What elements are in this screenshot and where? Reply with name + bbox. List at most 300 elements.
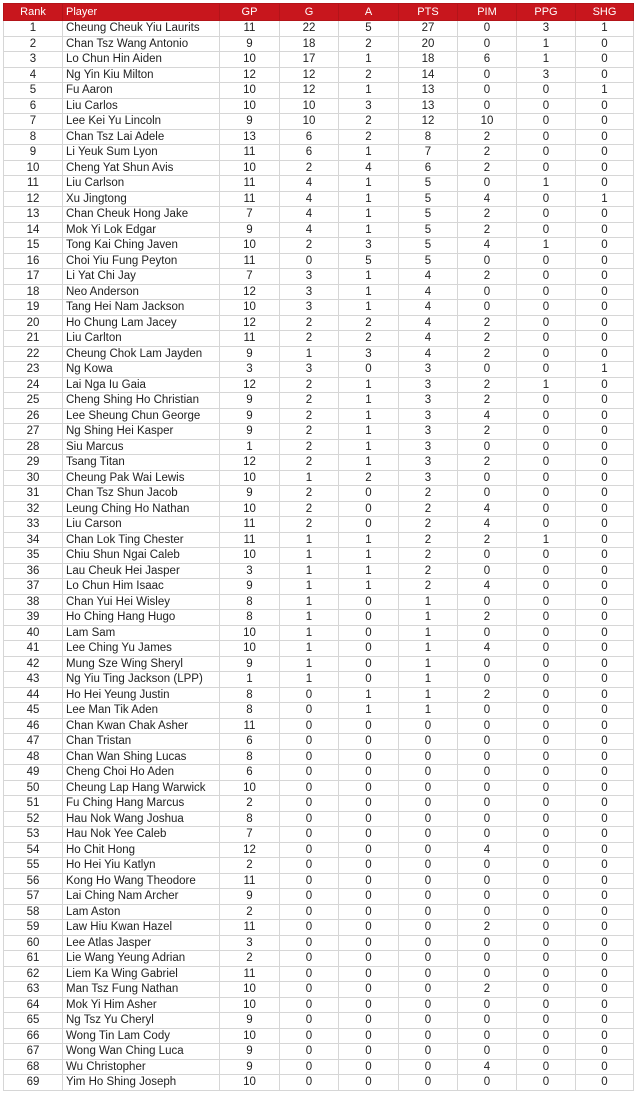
player-name-cell: Lai Ching Nam Archer bbox=[63, 889, 220, 905]
a-cell: 0 bbox=[339, 486, 399, 502]
a-cell: 0 bbox=[339, 966, 399, 982]
g-cell: 4 bbox=[280, 191, 339, 207]
gp-cell: 6 bbox=[220, 734, 280, 750]
pim-cell: 0 bbox=[458, 1028, 517, 1044]
rank-cell: 43 bbox=[4, 672, 63, 688]
pts-cell: 0 bbox=[399, 749, 458, 765]
rank-cell: 58 bbox=[4, 904, 63, 920]
rank-cell: 49 bbox=[4, 765, 63, 781]
rank-cell: 61 bbox=[4, 951, 63, 967]
rank-cell: 40 bbox=[4, 625, 63, 641]
g-cell: 2 bbox=[280, 424, 339, 440]
pts-cell: 1 bbox=[399, 656, 458, 672]
shg-cell: 0 bbox=[576, 315, 634, 331]
pim-cell: 2 bbox=[458, 532, 517, 548]
gp-cell: 7 bbox=[220, 269, 280, 285]
g-cell: 2 bbox=[280, 486, 339, 502]
pts-cell: 0 bbox=[399, 997, 458, 1013]
shg-cell: 0 bbox=[576, 408, 634, 424]
player-name-cell: Chiu Shun Ngai Caleb bbox=[63, 548, 220, 564]
shg-cell: 0 bbox=[576, 687, 634, 703]
shg-cell: 0 bbox=[576, 935, 634, 951]
gp-cell: 9 bbox=[220, 1013, 280, 1029]
gp-cell: 10 bbox=[220, 300, 280, 316]
a-cell: 1 bbox=[339, 579, 399, 595]
gp-cell: 11 bbox=[220, 532, 280, 548]
shg-cell: 0 bbox=[576, 129, 634, 145]
ppg-cell: 0 bbox=[517, 1075, 576, 1091]
header-player[interactable]: Player bbox=[63, 4, 220, 21]
player-name-cell: Cheng Shing Ho Christian bbox=[63, 393, 220, 409]
pim-cell: 0 bbox=[458, 98, 517, 114]
a-cell: 0 bbox=[339, 873, 399, 889]
a-cell: 0 bbox=[339, 858, 399, 874]
ppg-cell: 0 bbox=[517, 486, 576, 502]
pim-cell: 0 bbox=[458, 780, 517, 796]
ppg-cell: 3 bbox=[517, 67, 576, 83]
gp-cell: 10 bbox=[220, 160, 280, 176]
pim-cell: 0 bbox=[458, 672, 517, 688]
table-row bbox=[4, 455, 634, 471]
shg-cell: 0 bbox=[576, 300, 634, 316]
rank-cell: 29 bbox=[4, 455, 63, 471]
player-name-cell: Chan Wan Shing Lucas bbox=[63, 749, 220, 765]
a-cell: 0 bbox=[339, 904, 399, 920]
pim-cell: 2 bbox=[458, 129, 517, 145]
shg-cell: 0 bbox=[576, 718, 634, 734]
ppg-cell: 0 bbox=[517, 1059, 576, 1075]
shg-cell: 0 bbox=[576, 1028, 634, 1044]
player-name-cell: Lo Chun Him Isaac bbox=[63, 579, 220, 595]
table-header bbox=[4, 4, 634, 21]
g-cell: 2 bbox=[280, 408, 339, 424]
pts-cell: 0 bbox=[399, 718, 458, 734]
pim-cell: 0 bbox=[458, 253, 517, 269]
table-row bbox=[4, 83, 634, 99]
g-cell: 3 bbox=[280, 269, 339, 285]
shg-cell: 0 bbox=[576, 594, 634, 610]
a-cell: 1 bbox=[339, 83, 399, 99]
g-cell: 1 bbox=[280, 594, 339, 610]
pim-cell: 0 bbox=[458, 486, 517, 502]
pim-cell: 0 bbox=[458, 1044, 517, 1060]
player-name-cell: Lee Kei Yu Lincoln bbox=[63, 114, 220, 130]
pts-cell: 0 bbox=[399, 873, 458, 889]
shg-cell: 0 bbox=[576, 238, 634, 254]
rank-cell: 55 bbox=[4, 858, 63, 874]
a-cell: 1 bbox=[339, 145, 399, 161]
rank-cell: 65 bbox=[4, 1013, 63, 1029]
table-row bbox=[4, 858, 634, 874]
player-name-cell: Wu Christopher bbox=[63, 1059, 220, 1075]
a-cell: 1 bbox=[339, 269, 399, 285]
pim-cell: 4 bbox=[458, 842, 517, 858]
gp-cell: 8 bbox=[220, 594, 280, 610]
pts-cell: 1 bbox=[399, 625, 458, 641]
pts-cell: 3 bbox=[399, 362, 458, 378]
shg-cell: 0 bbox=[576, 1044, 634, 1060]
pim-cell: 0 bbox=[458, 594, 517, 610]
table-row bbox=[4, 517, 634, 533]
gp-cell: 10 bbox=[220, 470, 280, 486]
gp-cell: 3 bbox=[220, 563, 280, 579]
rank-cell: 53 bbox=[4, 827, 63, 843]
pts-cell: 0 bbox=[399, 1028, 458, 1044]
pim-cell: 0 bbox=[458, 362, 517, 378]
header-ppg[interactable]: PPG bbox=[517, 4, 576, 21]
shg-cell: 0 bbox=[576, 114, 634, 130]
gp-cell: 10 bbox=[220, 1028, 280, 1044]
rank-cell: 39 bbox=[4, 610, 63, 626]
a-cell: 2 bbox=[339, 315, 399, 331]
shg-cell: 0 bbox=[576, 734, 634, 750]
a-cell: 1 bbox=[339, 424, 399, 440]
a-cell: 0 bbox=[339, 625, 399, 641]
pts-cell: 2 bbox=[399, 548, 458, 564]
gp-cell: 11 bbox=[220, 21, 280, 37]
g-cell: 2 bbox=[280, 439, 339, 455]
table-row bbox=[4, 470, 634, 486]
player-name-cell: Lie Wang Yeung Adrian bbox=[63, 951, 220, 967]
gp-cell: 11 bbox=[220, 253, 280, 269]
shg-cell: 0 bbox=[576, 765, 634, 781]
a-cell: 1 bbox=[339, 377, 399, 393]
ppg-cell: 0 bbox=[517, 393, 576, 409]
pts-cell: 12 bbox=[399, 114, 458, 130]
g-cell: 3 bbox=[280, 284, 339, 300]
g-cell: 0 bbox=[280, 982, 339, 998]
shg-cell: 0 bbox=[576, 377, 634, 393]
g-cell: 1 bbox=[280, 548, 339, 564]
shg-cell: 0 bbox=[576, 579, 634, 595]
pim-cell: 0 bbox=[458, 439, 517, 455]
gp-cell: 8 bbox=[220, 749, 280, 765]
ppg-cell: 0 bbox=[517, 160, 576, 176]
gp-cell: 12 bbox=[220, 377, 280, 393]
a-cell: 0 bbox=[339, 362, 399, 378]
ppg-cell: 0 bbox=[517, 439, 576, 455]
pim-cell: 0 bbox=[458, 811, 517, 827]
pts-cell: 0 bbox=[399, 811, 458, 827]
shg-cell: 0 bbox=[576, 563, 634, 579]
pts-cell: 8 bbox=[399, 129, 458, 145]
header-g[interactable]: G bbox=[280, 4, 339, 21]
pts-cell: 2 bbox=[399, 486, 458, 502]
ppg-cell: 0 bbox=[517, 207, 576, 223]
a-cell: 0 bbox=[339, 594, 399, 610]
pts-cell: 0 bbox=[399, 935, 458, 951]
g-cell: 6 bbox=[280, 129, 339, 145]
gp-cell: 1 bbox=[220, 672, 280, 688]
g-cell: 2 bbox=[280, 315, 339, 331]
pim-cell: 0 bbox=[458, 548, 517, 564]
a-cell: 0 bbox=[339, 982, 399, 998]
player-name-cell: Ng Kowa bbox=[63, 362, 220, 378]
shg-cell: 0 bbox=[576, 253, 634, 269]
a-cell: 0 bbox=[339, 718, 399, 734]
ppg-cell: 1 bbox=[517, 532, 576, 548]
a-cell: 1 bbox=[339, 393, 399, 409]
rank-cell: 30 bbox=[4, 470, 63, 486]
a-cell: 2 bbox=[339, 470, 399, 486]
header-shg[interactable]: SHG bbox=[576, 4, 634, 21]
rank-cell: 52 bbox=[4, 811, 63, 827]
rank-cell: 60 bbox=[4, 935, 63, 951]
table-row bbox=[4, 532, 634, 548]
gp-cell: 12 bbox=[220, 842, 280, 858]
gp-cell: 11 bbox=[220, 145, 280, 161]
table-row bbox=[4, 176, 634, 192]
a-cell: 0 bbox=[339, 796, 399, 812]
ppg-cell: 0 bbox=[517, 935, 576, 951]
shg-cell: 0 bbox=[576, 703, 634, 719]
ppg-cell: 0 bbox=[517, 222, 576, 238]
rank-cell: 66 bbox=[4, 1028, 63, 1044]
pim-cell: 2 bbox=[458, 920, 517, 936]
rank-cell: 5 bbox=[4, 83, 63, 99]
a-cell: 1 bbox=[339, 52, 399, 68]
player-name-cell: Cheung Lap Hang Warwick bbox=[63, 780, 220, 796]
table-row bbox=[4, 486, 634, 502]
player-name-cell: Ho Hei Yeung Justin bbox=[63, 687, 220, 703]
g-cell: 6 bbox=[280, 145, 339, 161]
header-pts[interactable]: PTS bbox=[399, 4, 458, 21]
a-cell: 0 bbox=[339, 827, 399, 843]
pim-cell: 2 bbox=[458, 377, 517, 393]
g-cell: 4 bbox=[280, 222, 339, 238]
table-row bbox=[4, 594, 634, 610]
header-a[interactable]: A bbox=[339, 4, 399, 21]
ppg-cell: 0 bbox=[517, 331, 576, 347]
table-row bbox=[4, 377, 634, 393]
gp-cell: 8 bbox=[220, 703, 280, 719]
pim-cell: 4 bbox=[458, 517, 517, 533]
shg-cell: 0 bbox=[576, 331, 634, 347]
g-cell: 1 bbox=[280, 641, 339, 657]
a-cell: 1 bbox=[339, 532, 399, 548]
ppg-cell: 0 bbox=[517, 966, 576, 982]
g-cell: 1 bbox=[280, 346, 339, 362]
g-cell: 2 bbox=[280, 331, 339, 347]
player-name-cell: Lam Sam bbox=[63, 625, 220, 641]
shg-cell: 0 bbox=[576, 98, 634, 114]
table-row bbox=[4, 811, 634, 827]
gp-cell: 9 bbox=[220, 393, 280, 409]
player-name-cell: Cheung Chok Lam Jayden bbox=[63, 346, 220, 362]
player-name-cell: Wong Wan Ching Luca bbox=[63, 1044, 220, 1060]
gp-cell: 9 bbox=[220, 579, 280, 595]
gp-cell: 2 bbox=[220, 796, 280, 812]
player-name-cell: Cheng Choi Ho Aden bbox=[63, 765, 220, 781]
player-name-cell: Tsang Titan bbox=[63, 455, 220, 471]
pim-cell: 4 bbox=[458, 641, 517, 657]
gp-cell: 9 bbox=[220, 114, 280, 130]
gp-cell: 8 bbox=[220, 610, 280, 626]
gp-cell: 11 bbox=[220, 176, 280, 192]
shg-cell: 1 bbox=[576, 191, 634, 207]
table-row bbox=[4, 284, 634, 300]
rank-cell: 34 bbox=[4, 532, 63, 548]
ppg-cell: 0 bbox=[517, 1013, 576, 1029]
table-row bbox=[4, 656, 634, 672]
rank-cell: 33 bbox=[4, 517, 63, 533]
g-cell: 0 bbox=[280, 935, 339, 951]
pts-cell: 3 bbox=[399, 439, 458, 455]
g-cell: 0 bbox=[280, 749, 339, 765]
a-cell: 1 bbox=[339, 300, 399, 316]
a-cell: 1 bbox=[339, 222, 399, 238]
a-cell: 0 bbox=[339, 501, 399, 517]
shg-cell: 0 bbox=[576, 904, 634, 920]
shg-cell: 0 bbox=[576, 920, 634, 936]
pts-cell: 27 bbox=[399, 21, 458, 37]
a-cell: 3 bbox=[339, 346, 399, 362]
gp-cell: 2 bbox=[220, 951, 280, 967]
player-name-cell: Cheung Pak Wai Lewis bbox=[63, 470, 220, 486]
g-cell: 0 bbox=[280, 811, 339, 827]
table-row bbox=[4, 749, 634, 765]
a-cell: 0 bbox=[339, 1044, 399, 1060]
g-cell: 0 bbox=[280, 718, 339, 734]
player-name-cell: Liem Ka Wing Gabriel bbox=[63, 966, 220, 982]
shg-cell: 0 bbox=[576, 176, 634, 192]
pim-cell: 0 bbox=[458, 563, 517, 579]
g-cell: 0 bbox=[280, 703, 339, 719]
shg-cell: 0 bbox=[576, 656, 634, 672]
pim-cell: 0 bbox=[458, 827, 517, 843]
a-cell: 1 bbox=[339, 284, 399, 300]
gp-cell: 3 bbox=[220, 935, 280, 951]
ppg-cell: 3 bbox=[517, 21, 576, 37]
shg-cell: 0 bbox=[576, 796, 634, 812]
pim-cell: 4 bbox=[458, 501, 517, 517]
a-cell: 3 bbox=[339, 238, 399, 254]
ppg-cell: 0 bbox=[517, 982, 576, 998]
pts-cell: 14 bbox=[399, 67, 458, 83]
table-row bbox=[4, 145, 634, 161]
g-cell: 0 bbox=[280, 951, 339, 967]
table-row bbox=[4, 765, 634, 781]
table-row bbox=[4, 889, 634, 905]
pts-cell: 1 bbox=[399, 641, 458, 657]
rank-cell: 9 bbox=[4, 145, 63, 161]
header-row bbox=[4, 4, 634, 21]
rank-cell: 46 bbox=[4, 718, 63, 734]
rank-cell: 12 bbox=[4, 191, 63, 207]
rank-cell: 59 bbox=[4, 920, 63, 936]
ppg-cell: 0 bbox=[517, 703, 576, 719]
pts-cell: 6 bbox=[399, 160, 458, 176]
a-cell: 1 bbox=[339, 703, 399, 719]
gp-cell: 10 bbox=[220, 625, 280, 641]
pts-cell: 4 bbox=[399, 284, 458, 300]
rank-cell: 35 bbox=[4, 548, 63, 564]
gp-cell: 10 bbox=[220, 52, 280, 68]
table-row bbox=[4, 1013, 634, 1029]
table-row bbox=[4, 439, 634, 455]
gp-cell: 9 bbox=[220, 346, 280, 362]
pim-cell: 0 bbox=[458, 300, 517, 316]
pts-cell: 5 bbox=[399, 191, 458, 207]
ppg-cell: 0 bbox=[517, 594, 576, 610]
table-row bbox=[4, 501, 634, 517]
table-row bbox=[4, 129, 634, 145]
g-cell: 1 bbox=[280, 656, 339, 672]
header-gp[interactable]: GP bbox=[220, 4, 280, 21]
a-cell: 2 bbox=[339, 67, 399, 83]
player-name-cell: Neo Anderson bbox=[63, 284, 220, 300]
player-name-cell: Ng Yin Kiu Milton bbox=[63, 67, 220, 83]
pts-cell: 1 bbox=[399, 610, 458, 626]
pts-cell: 0 bbox=[399, 858, 458, 874]
pim-cell: 2 bbox=[458, 393, 517, 409]
g-cell: 10 bbox=[280, 114, 339, 130]
player-name-cell: Ho Hei Yiu Katlyn bbox=[63, 858, 220, 874]
rank-cell: 6 bbox=[4, 98, 63, 114]
header-rank[interactable]: Rank bbox=[4, 4, 63, 21]
rank-cell: 22 bbox=[4, 346, 63, 362]
shg-cell: 0 bbox=[576, 641, 634, 657]
pts-cell: 3 bbox=[399, 393, 458, 409]
ppg-cell: 0 bbox=[517, 904, 576, 920]
rank-cell: 47 bbox=[4, 734, 63, 750]
a-cell: 1 bbox=[339, 176, 399, 192]
player-name-cell: Lee Sheung Chun George bbox=[63, 408, 220, 424]
shg-cell: 0 bbox=[576, 36, 634, 52]
pim-cell: 2 bbox=[458, 331, 517, 347]
g-cell: 12 bbox=[280, 83, 339, 99]
ppg-cell: 0 bbox=[517, 951, 576, 967]
g-cell: 1 bbox=[280, 625, 339, 641]
rank-cell: 1 bbox=[4, 21, 63, 37]
pts-cell: 0 bbox=[399, 920, 458, 936]
player-name-cell: Siu Marcus bbox=[63, 439, 220, 455]
pim-cell: 4 bbox=[458, 579, 517, 595]
rank-cell: 38 bbox=[4, 594, 63, 610]
g-cell: 12 bbox=[280, 67, 339, 83]
gp-cell: 10 bbox=[220, 780, 280, 796]
pts-cell: 0 bbox=[399, 734, 458, 750]
gp-cell: 11 bbox=[220, 517, 280, 533]
a-cell: 1 bbox=[339, 687, 399, 703]
pim-cell: 0 bbox=[458, 858, 517, 874]
shg-cell: 0 bbox=[576, 749, 634, 765]
a-cell: 0 bbox=[339, 641, 399, 657]
rank-cell: 28 bbox=[4, 439, 63, 455]
g-cell: 2 bbox=[280, 238, 339, 254]
g-cell: 18 bbox=[280, 36, 339, 52]
ppg-cell: 0 bbox=[517, 718, 576, 734]
a-cell: 0 bbox=[339, 749, 399, 765]
player-name-cell: Leung Ching Ho Nathan bbox=[63, 501, 220, 517]
pts-cell: 0 bbox=[399, 796, 458, 812]
gp-cell: 11 bbox=[220, 920, 280, 936]
pim-cell: 0 bbox=[458, 1013, 517, 1029]
player-name-cell: Tang Hei Nam Jackson bbox=[63, 300, 220, 316]
g-cell: 17 bbox=[280, 52, 339, 68]
table-row bbox=[4, 408, 634, 424]
pim-cell: 2 bbox=[458, 346, 517, 362]
pts-cell: 5 bbox=[399, 207, 458, 223]
ppg-cell: 0 bbox=[517, 470, 576, 486]
rank-cell: 13 bbox=[4, 207, 63, 223]
player-name-cell: Wong Tin Lam Cody bbox=[63, 1028, 220, 1044]
pts-cell: 1 bbox=[399, 672, 458, 688]
rank-cell: 4 bbox=[4, 67, 63, 83]
table-row bbox=[4, 300, 634, 316]
shg-cell: 0 bbox=[576, 346, 634, 362]
header-pim[interactable]: PIM bbox=[458, 4, 517, 21]
